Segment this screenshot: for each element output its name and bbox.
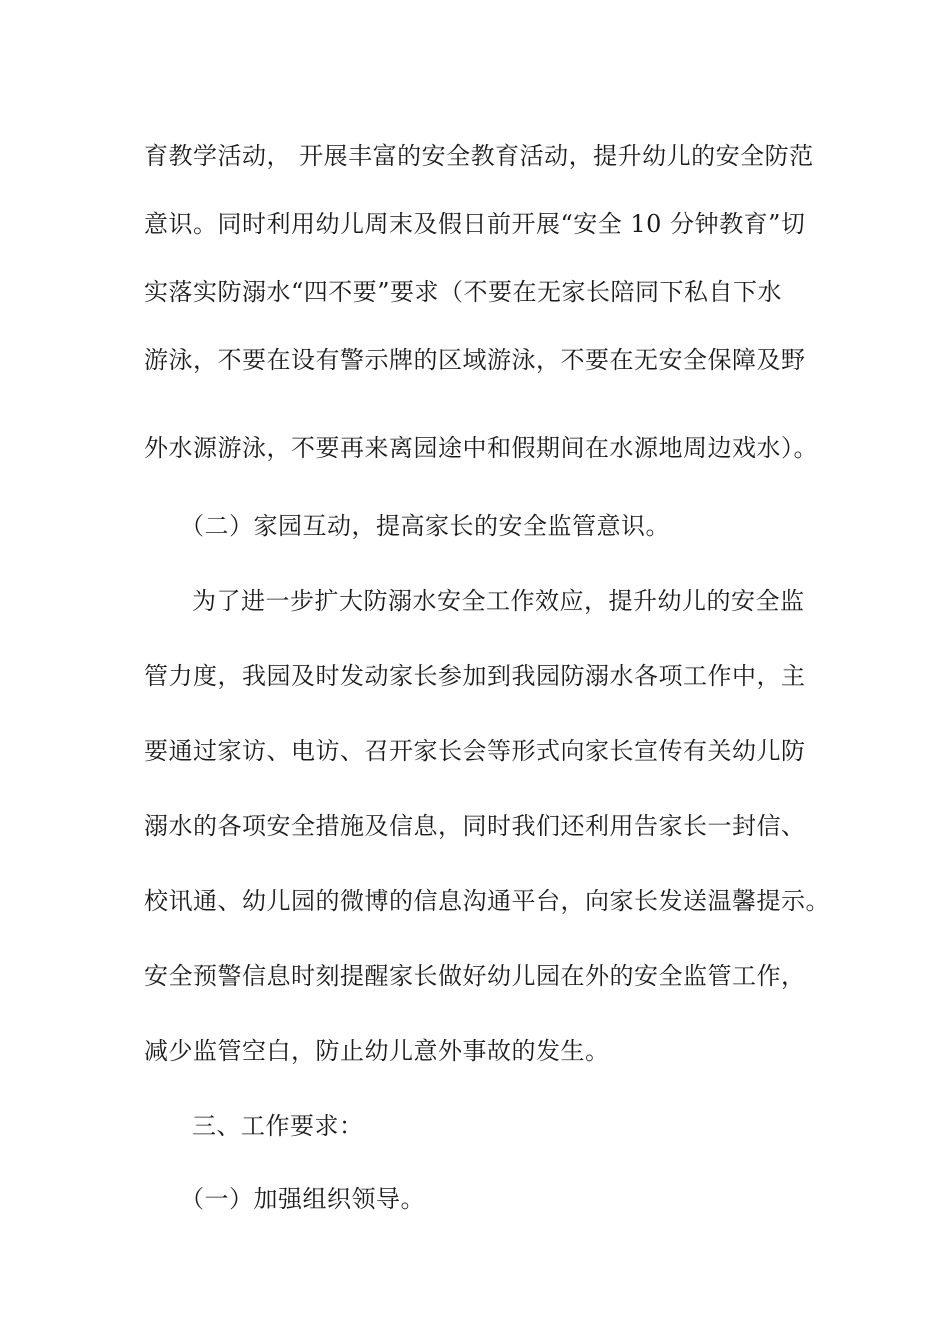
- paragraph-line: 为了进一步扩大防溺水安全工作效应，提升幼儿的安全监: [192, 587, 805, 615]
- paragraph-line: 意识。同时利用幼儿周末及假日前开展“安全 10 分钟教育”切: [144, 210, 806, 238]
- paragraph-line: 溺水的各项安全措施及信息，同时我们还利用告家长一封信、: [144, 812, 806, 840]
- paragraph-line: 管力度，我园及时发动家长参加到我园防溺水各项工作中，主: [144, 662, 806, 690]
- paragraph-line: 育教学活动， 开展丰富的安全教育活动，提升幼儿的安全防范: [144, 142, 814, 170]
- paragraph-line: 要通过家访、电访、召开家长会等形式向家长宣传有关幼儿防: [144, 737, 806, 765]
- section-heading: 三、工作要求：: [192, 1112, 364, 1140]
- paragraph-line: 外水源游泳，不要再来离园途中和假期间在水源地周边戏水）。: [144, 434, 818, 462]
- paragraph-line: 实落实防溺水“四不要”要求（不要在无家长陪同下私自下水: [144, 278, 783, 306]
- paragraph-line: 安全预警信息时刻提醒家长做好幼儿园在外的安全监管工作，: [144, 962, 806, 990]
- paragraph-line: 校讯通、幼儿园的微博的信息沟通平台，向家长发送温馨提示。: [144, 887, 830, 915]
- section-heading: （一）加强组织领导。: [180, 1185, 425, 1213]
- paragraph-line: 减少监管空白，防止幼儿意外事故的发生。: [144, 1037, 610, 1065]
- paragraph-line: 游泳，不要在设有警示牌的区域游泳，不要在无安全保障及野: [144, 346, 806, 374]
- section-heading: （二）家园互动，提高家长的安全监管意识。: [180, 512, 670, 540]
